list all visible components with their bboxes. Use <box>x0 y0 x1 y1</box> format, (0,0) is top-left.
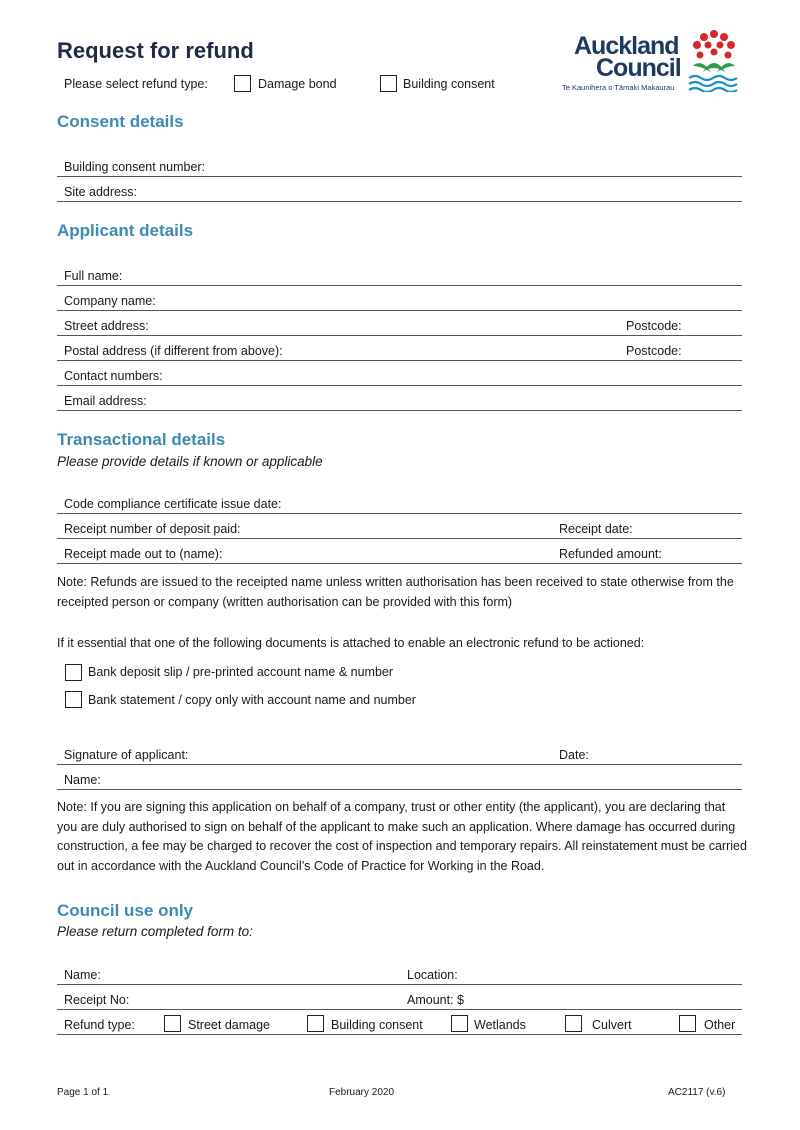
bank-deposit-slip-label: Bank deposit slip / pre-printed account name & number <box>88 665 394 679</box>
council-refund-type-row <box>57 1009 742 1035</box>
refund-type-label: Refund type: <box>64 1018 135 1032</box>
refunded-amount-label: Refunded amount: <box>559 547 662 561</box>
council-name-field[interactable] <box>57 959 742 985</box>
bank-deposit-slip-checkbox[interactable] <box>65 664 82 681</box>
street-damage-checkbox[interactable] <box>164 1015 181 1032</box>
council-name-label: Name: <box>64 968 101 982</box>
wetlands-checkbox[interactable] <box>451 1015 468 1032</box>
page-title: Request for refund <box>57 38 254 63</box>
transactional-subheading: Please provide details if known or applicable <box>57 454 323 469</box>
building-consent-number-field[interactable] <box>57 151 742 177</box>
street-postcode-label: Postcode: <box>626 319 682 333</box>
signature-name-label: Name: <box>64 773 101 787</box>
footer-page: Page 1 of 1 <box>57 1087 109 1098</box>
full-name-field[interactable] <box>57 260 742 286</box>
council-building-consent-label: Building consent <box>331 1018 423 1032</box>
auckland-council-logo: Auckland Council Te Kaunihera o Tāmaki Makaurau <box>560 28 745 94</box>
consent-details-heading: Consent details <box>57 112 184 131</box>
company-name-label: Company name: <box>64 294 156 308</box>
transactional-details-heading: Transactional details <box>57 430 226 449</box>
email-address-field[interactable] <box>57 385 742 411</box>
street-damage-label: Street damage <box>188 1018 270 1032</box>
site-address-label: Site address: <box>64 185 137 199</box>
postal-address-field[interactable] <box>57 335 742 361</box>
council-location-label: Location: <box>407 968 458 982</box>
street-address-label: Street address: <box>64 319 149 333</box>
ccc-date-field[interactable] <box>57 488 742 514</box>
receipt-date-label: Receipt date: <box>559 522 633 536</box>
building-consent-label: Building consent <box>403 77 495 91</box>
other-label: Other <box>704 1018 736 1032</box>
footer-date: February 2020 <box>329 1087 395 1098</box>
wetlands-label: Wetlands <box>474 1018 526 1032</box>
receipt-number-field[interactable] <box>57 513 742 539</box>
postal-postcode-label: Postcode: <box>626 344 682 358</box>
signature-name-field[interactable] <box>57 764 742 790</box>
damage-bond-label: Damage bond <box>258 77 337 91</box>
receipt-made-out-field[interactable] <box>57 538 742 564</box>
council-receipt-label: Receipt No: <box>64 993 130 1007</box>
street-address-field[interactable] <box>57 310 742 336</box>
applicant-details-heading: Applicant details <box>57 221 194 240</box>
council-building-consent-checkbox[interactable] <box>307 1015 324 1032</box>
authorisation-note: Note: If you are signing this application on behalf of a company, trust or other entity (the applicant), you are declaring that you are duly authorised to sign on behalf of the applicant to make such an application. Where damage has occurred during construction, a fee may be charged to recover the cost of inspection and temporary repairs. All reinstatement must be carried out in accordance with the Auckland Council’s Code of Practice for Working in the Road. <box>57 800 747 873</box>
receipt-made-out-label: Receipt made out to (name): <box>64 547 223 561</box>
full-name-label: Full name: <box>64 269 123 283</box>
bank-statement-checkbox[interactable] <box>65 691 82 708</box>
email-address-label: Email address: <box>64 394 147 408</box>
postal-address-label: Postal address (if different from above): <box>64 344 283 358</box>
pohutukawa-icon <box>685 28 743 92</box>
other-checkbox[interactable] <box>679 1015 696 1032</box>
ccc-date-label: Code compliance certificate issue date: <box>64 497 282 511</box>
site-address-field[interactable] <box>57 176 742 202</box>
council-receipt-field[interactable] <box>57 984 742 1010</box>
culvert-label: Culvert <box>592 1018 632 1032</box>
contact-numbers-label: Contact numbers: <box>64 369 163 383</box>
building-consent-number-label: Building consent number: <box>64 160 206 174</box>
company-name-field[interactable] <box>57 285 742 311</box>
council-use-subheading: Please return completed form to: <box>57 924 253 939</box>
refund-note: Note: Refunds are issued to the receipted name unless written authorisation has been received to state otherwise from the receipted person or company (written authorisation can be provided with this form) <box>57 575 734 609</box>
refund-type-label: Please select refund type: <box>64 77 208 91</box>
building-consent-checkbox[interactable] <box>380 75 397 92</box>
council-amount-label: Amount: $ <box>407 993 464 1007</box>
footer-code: AC2117 (v.6) <box>668 1087 726 1098</box>
contact-numbers-field[interactable] <box>57 360 742 386</box>
council-use-heading: Council use only <box>57 901 194 920</box>
damage-bond-checkbox[interactable] <box>234 75 251 92</box>
signature-date-label: Date: <box>559 748 589 762</box>
signature-field[interactable] <box>57 739 742 765</box>
receipt-number-label: Receipt number of deposit paid: <box>64 522 241 536</box>
documents-intro: If it essential that one of the following documents is attached to enable an electronic refund to be actioned: <box>57 636 645 650</box>
culvert-checkbox[interactable] <box>565 1015 582 1032</box>
signature-label: Signature of applicant: <box>64 748 189 762</box>
bank-statement-label: Bank statement / copy only with account name and number <box>88 693 416 707</box>
